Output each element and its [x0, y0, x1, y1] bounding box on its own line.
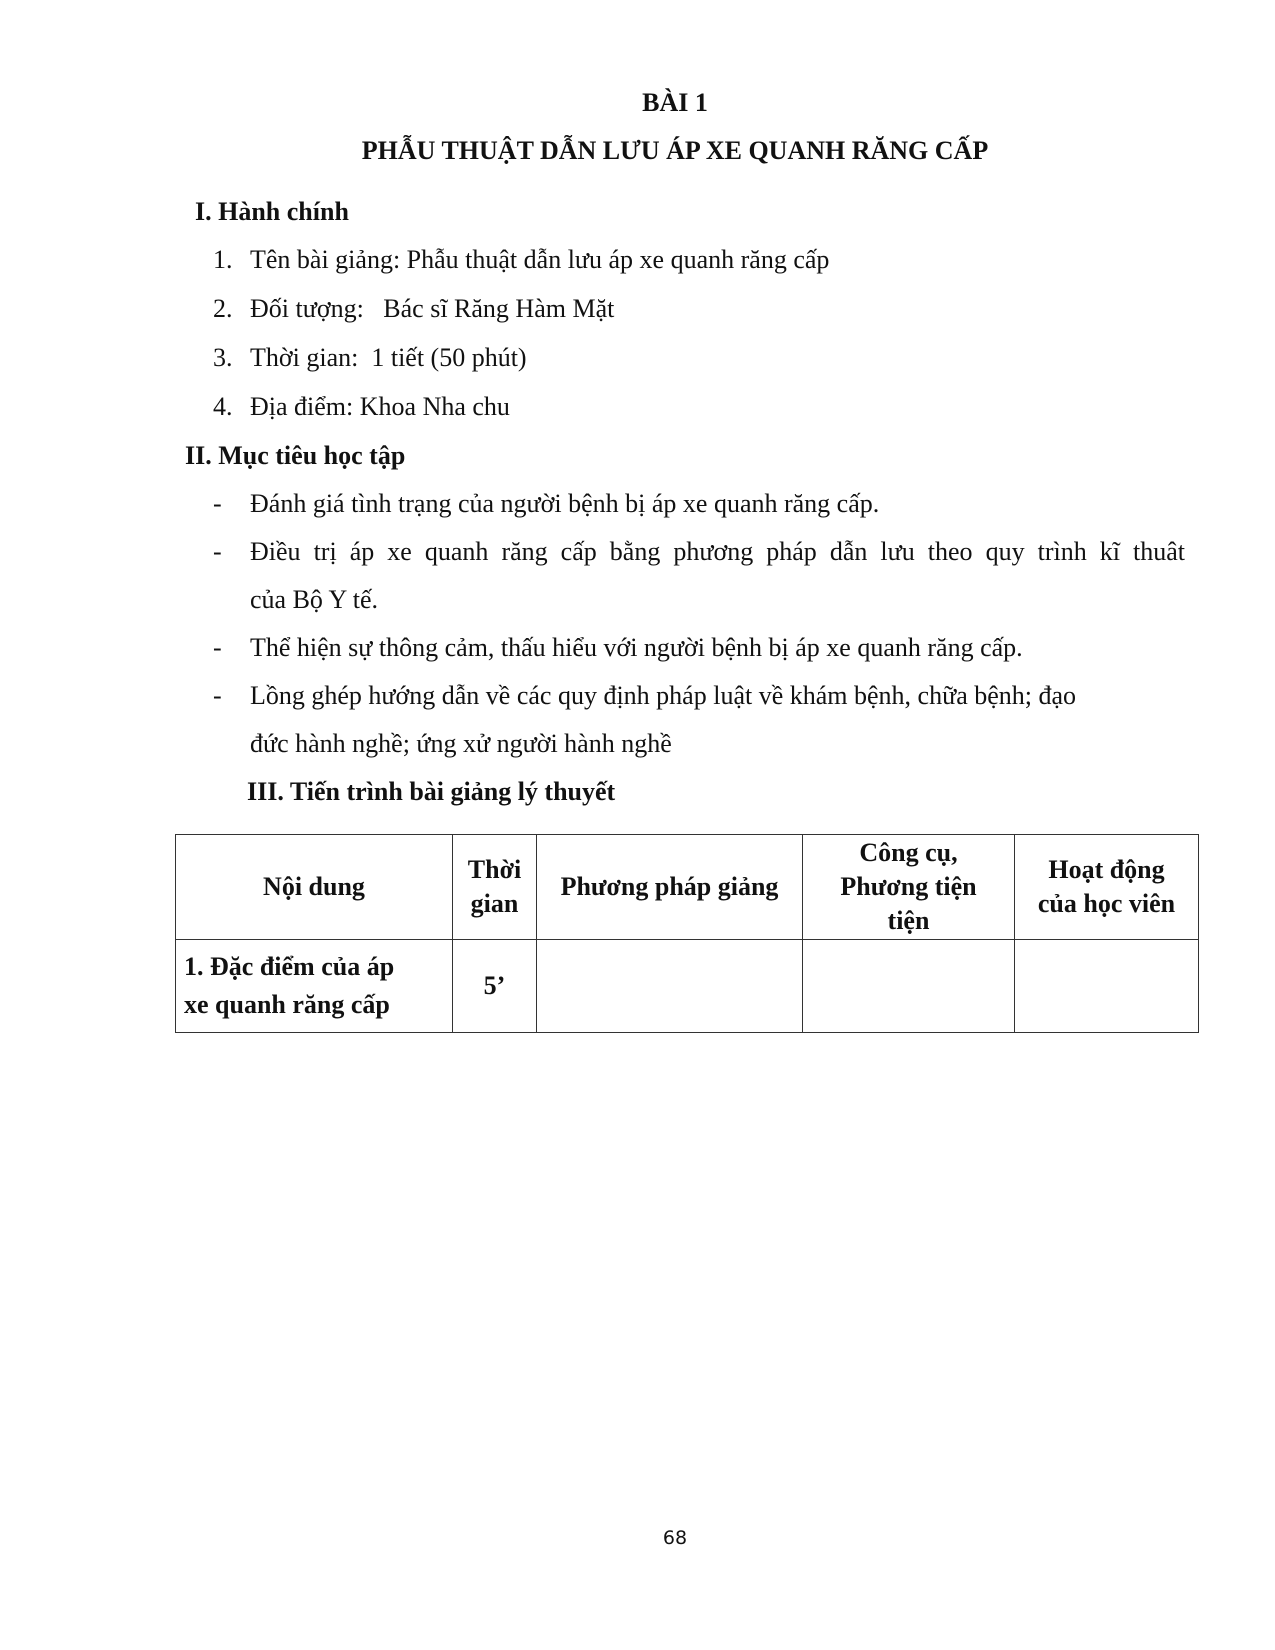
list-item-text: Thời gian: 1 tiết (50 phút)	[250, 343, 527, 372]
list-item-number: 4.	[213, 392, 233, 421]
lesson-number: BÀI 1	[642, 88, 708, 117]
lesson-plan-table	[175, 834, 1199, 1033]
header-time: Thời gian	[453, 835, 537, 940]
cell-activity	[1015, 940, 1199, 1033]
section-1-heading: I. Hành chính	[195, 197, 349, 226]
objective-line: Thể hiện sự thông cảm, thấu hiểu với người bệnh bị áp xe quanh răng cấp.	[250, 633, 1023, 662]
objective-line: Lồng ghép hướng dẫn về các quy định pháp luật về khám bệnh, chữa bệnh; đạo	[250, 681, 1077, 710]
list-item-number: 3.	[213, 343, 233, 372]
table-header-row	[176, 835, 1199, 940]
objective-line: Điều trị áp xe quanh răng cấp bằng phương pháp dẫn lưu theo quy trình kĩ thuât	[250, 537, 1185, 566]
bullet-dash: -	[213, 633, 222, 662]
section-2-heading: II. Mục tiêu học tập	[185, 441, 406, 470]
bullet-dash: -	[213, 489, 222, 518]
list-item-number: 2.	[213, 294, 233, 323]
cell-method	[537, 940, 803, 1033]
section-3-heading: III. Tiến trình bài giảng lý thuyết	[247, 777, 616, 806]
header-content: Nội dung	[176, 835, 453, 940]
page-number: 68	[662, 1527, 688, 1549]
objective-line: đức hành nghề; ứng xử người hành nghề	[250, 729, 672, 758]
list-item-number: 1.	[213, 245, 233, 274]
header-method: Phương pháp giảng	[537, 835, 803, 940]
cell-time: 5’	[453, 940, 537, 1033]
objective-line: của Bộ Y tế.	[250, 585, 379, 614]
list-item-text: Địa điểm: Khoa Nha chu	[250, 392, 510, 421]
cell-tools	[803, 940, 1015, 1033]
cell-content: 1. Đặc điểm của áp xe quanh răng cấp	[176, 940, 453, 1033]
list-item-text: Đối tượng: Bác sĩ Răng Hàm Mặt	[250, 294, 615, 323]
bullet-dash: -	[213, 681, 222, 710]
lesson-title: PHẪU THUẬT DẪN LƯU ÁP XE QUANH RĂNG CẤP	[361, 136, 989, 165]
header-activity: Hoạt động của học viên	[1015, 835, 1199, 940]
list-item-text: Tên bài giảng: Phẫu thuật dẫn lưu áp xe quanh răng cấp	[250, 245, 830, 274]
bullet-dash: -	[213, 537, 222, 566]
header-tools: Công cụ, Phương tiện tiện	[803, 835, 1015, 940]
objective-line: Đánh giá tình trạng của người bệnh bị áp xe quanh răng cấp.	[250, 489, 880, 518]
table-row	[176, 940, 1199, 1033]
